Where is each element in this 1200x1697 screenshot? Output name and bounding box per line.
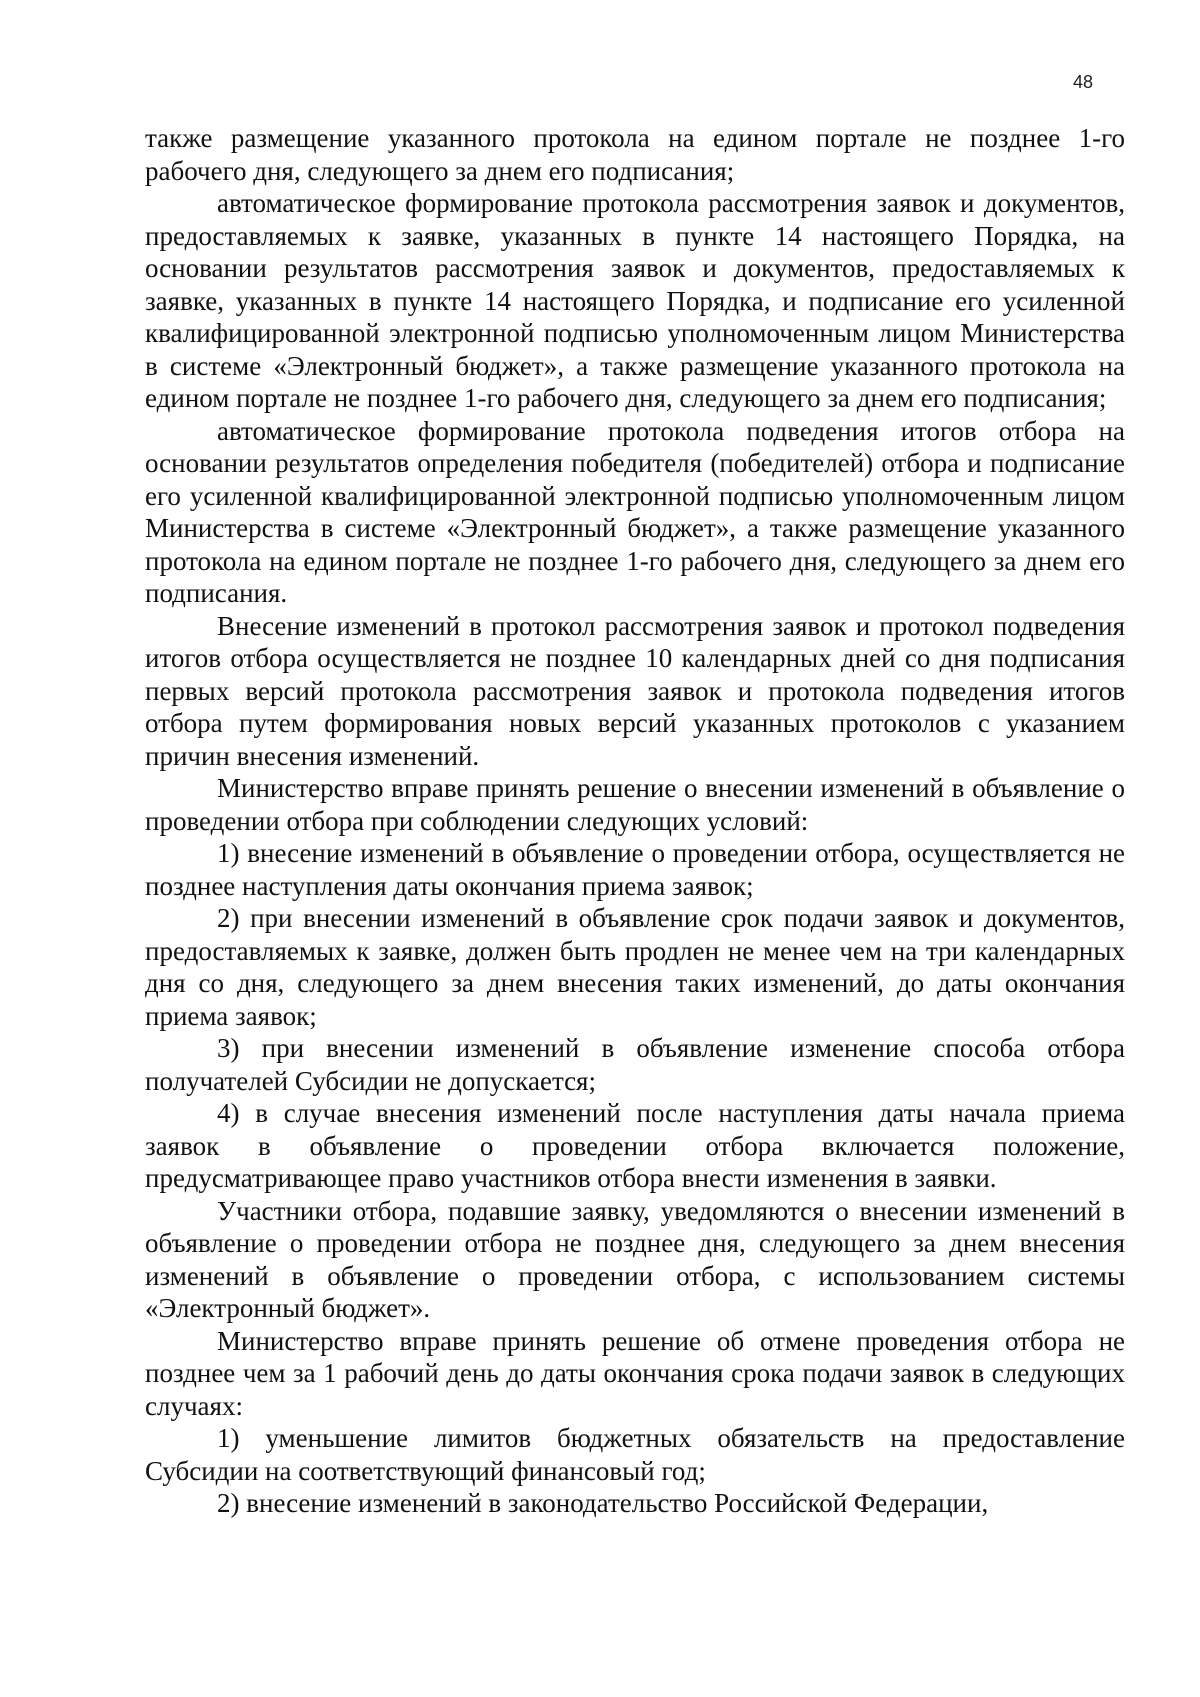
paragraph: автоматическое формирование протокола подведения итогов отбора на основании результатов определения победителя (победителей) отбора и подписание его усиленной квалифицированной электронной подписью уполномоченным лицом Министерства в системе «Электронный бюджет», а также размещение указанного протокола на едином портале не позднее 1-го рабочего дня, следующего за днем его подписания. bbox=[145, 415, 1125, 608]
document-body bbox=[145, 122, 1125, 1520]
paragraph: 1) уменьшение лимитов бюджетных обязательств на предоставление Субсидии на соответствующий финансовый год; bbox=[145, 1423, 1125, 1486]
paragraph: автоматическое формирование протокола рассмотрения заявок и документов, предоставляемых к заявке, указанных в пункте 14 настоящего Порядка, на основании результатов рассмотрения заявок и документов, предоставляемых к заявке, указанных в пункте 14 настоящего Порядка, и подписание его усиленной квалифицированной электронной подписью уполномоченным лицом Министерства в системе «Электронный бюджет», а также размещение указанного протокола на едином портале не позднее 1-го рабочего дня, следующего за днем его подписания; bbox=[145, 188, 1125, 413]
paragraph: Участники отбора, подавшие заявку, уведомляются о внесении изменений в объявление о проведении отбора не позднее дня, следующего за днем внесения изменений в объявление о проведении отбора, с использованием системы «Электронный бюджет». bbox=[145, 1195, 1125, 1323]
page-number: 48 bbox=[1073, 72, 1094, 92]
paragraph: 1) внесение изменений в объявление о проведении отбора, осуществляется не позднее наступления даты окончания приема заявок; bbox=[145, 838, 1125, 901]
paragraph: 4) в случае внесения изменений после наступления даты начала приема заявок в объявление о проведении отбора включается положение, предусматривающее право участников отбора внести изменения в заявки. bbox=[145, 1098, 1125, 1193]
paragraph: 2) при внесении изменений в объявление срок подачи заявок и документов, предоставляемых к заявке, должен быть продлен не менее чем на три календарных дня со дня, следующего за днем внесения таких изменений, до даты окончания приема заявок; bbox=[145, 903, 1125, 1031]
paragraph: Министерство вправе принять решение об отмене проведения отбора не позднее чем за 1 рабочий день до даты окончания срока подачи заявок в следующих случаях: bbox=[145, 1325, 1125, 1421]
paragraph: Министерство вправе принять решение о внесении изменений в объявление о проведении отбора при соблюдении следующих условий: bbox=[145, 773, 1125, 836]
paragraph: 2) внесение изменений в законодательство Российской Федерации, bbox=[217, 1488, 989, 1518]
paragraph: также размещение указанного протокола на едином портале не позднее 1-го рабочего дня, следующего за днем его подписания; bbox=[145, 123, 1125, 186]
paragraph: 3) при внесении изменений в объявление изменение способа отбора получателей Субсидии не допускается; bbox=[145, 1033, 1125, 1096]
paragraph: Внесение изменений в протокол рассмотрения заявок и протокол подведения итогов отбора осуществляется не позднее 10 календарных дней со дня подписания первых версий протокола рассмотрения заявок и протокола подведения итогов отбора путем формирования новых версий указанных протоколов с указанием причин внесения изменений. bbox=[145, 610, 1125, 771]
